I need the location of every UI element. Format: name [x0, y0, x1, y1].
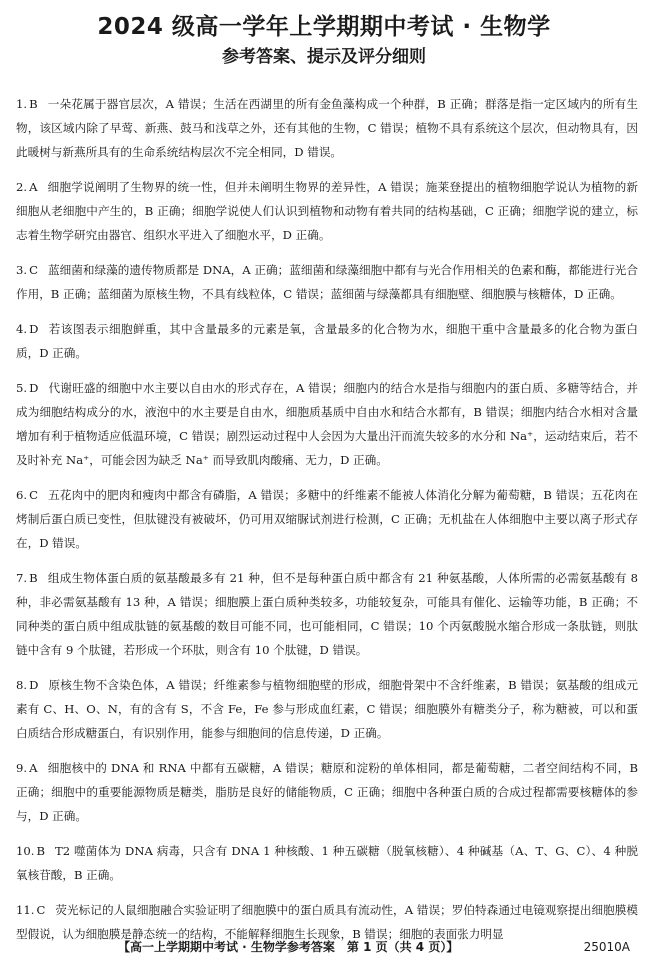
question-number: 1.	[16, 97, 28, 111]
question-number: 5.	[16, 381, 28, 395]
answer-explanation: 蓝细菌和绿藻的遗传物质都是 DNA，A 正确；蓝细菌和绿藻细胞中都有与光合作用相关的色素和酶，都能进行光合作用，B 正确；蓝细菌为原核生物，不具有线粒体，C 错误；蓝细菌与绿藻都具有细胞壁、细胞膜与核糖体，D 正确。	[16, 263, 638, 301]
answer-item	[16, 376, 638, 472]
answer-letter: B	[29, 571, 38, 585]
page-footer	[0, 936, 648, 958]
answer-item	[16, 566, 638, 662]
answer-explanation: 代谢旺盛的细胞中水主要以自由水的形式存在，A 错误；细胞内的结合水是指与细胞内的蛋白质、多糖等结合，并成为细胞结构成分的水，液泡中的水主要是自由水，细胞质基质中自由水和结合水都有，B 错误；细胞内结合水相对含量增加有利于植物适应低温环境，C 错误；剧烈运动过程中人会因为大量出汗而流失较多的水分和 Na⁺，运动结束后，若不及时补充 Na⁺，可能会因为缺乏 Na⁺ 而导致肌肉酸痛、无力，D 正确。	[16, 381, 638, 467]
question-number: 11.	[16, 903, 35, 917]
answer-letter: D	[29, 322, 39, 336]
page-title: 2024 级高一学年上学期期中考试 · 生物学	[97, 14, 551, 40]
question-number: 3.	[16, 263, 28, 277]
footer-exam-code: 25010A	[583, 940, 630, 954]
answer-letter: C	[29, 488, 38, 502]
answer-item	[16, 92, 638, 164]
footer-page-info: 【高一上学期期中考试 · 生物学参考答案 第 1 页（共 4 页）】	[118, 940, 459, 954]
answer-letter: C	[29, 263, 38, 277]
answer-item	[16, 317, 638, 365]
answer-item	[16, 175, 638, 247]
answer-item	[16, 483, 638, 555]
answer-explanation: T2 噬菌体为 DNA 病毒，只含有 DNA 1 种核酸、1 种五碳糖（脱氧核糖）、4 种碱基（A、T、G、C）、4 种脱氧核苷酸，B 正确。	[16, 844, 638, 882]
answer-item	[16, 756, 638, 828]
question-number: 10.	[16, 844, 35, 858]
answer-explanation: 细胞学说阐明了生物界的统一性，但并未阐明生物界的差异性，A 错误；施莱登提出的植物细胞学说认为植物的新细胞从老细胞中产生的，B 正确；细胞学说使人们认识到植物和动物有着共同的结构基础，C 正确；细胞学说的建立，标志着生物学研究由器官、组织水平进入了细胞水平，D 正确。	[16, 180, 638, 242]
answer-explanation: 原核生物不含染色体，A 错误；纤维素参与植物细胞壁的形成，细胞骨架中不含纤维素，B 错误；氨基酸的组成元素有 C、H、O、N，有的含有 S，不含 Fe，Fe 参与形成血红素，C 错误；细胞膜外有糖类分子，称为糖被，可以和蛋白质结合形成糖蛋白，有识别作用，能参与细胞间的信息传递，D 正确。	[16, 678, 638, 740]
question-number: 7.	[16, 571, 28, 585]
question-number: 4.	[16, 322, 28, 336]
question-number: 9.	[16, 761, 28, 775]
answer-explanation: 五花肉中的肥肉和瘦肉中都含有磷脂，A 错误；多糖中的纤维素不能被人体消化分解为葡萄糖，B 错误；五花肉在烤制后蛋白质已变性，但肽键没有被破坏，仍可用双缩脲试剂进行检测，C 正确；无机盐在人体细胞中主要以离子形式存在，D 错误。	[16, 488, 638, 550]
answer-letter: B	[36, 844, 45, 858]
answer-letter: A	[29, 180, 38, 194]
answer-item	[16, 839, 638, 887]
answer-explanation: 组成生物体蛋白质的氨基酸最多有 21 种，但不是每种蛋白质中都含有 21 种氨基酸，人体所需的必需氨基酸有 8 种，非必需氨基酸有 13 种，A 错误；细胞膜上蛋白质种类较多，功能较复杂，可能具有催化、运输等功能，B 正确；不同种类的蛋白质中组成肽链的氨基酸的数目可能不同，也可能相同，C 错误；10 个丙氨酸脱水缩合形成一条肽链，则肽链中含有 9 个肽键，若形成一个环肽，则含有 10 个肽键，D 错误。	[16, 571, 638, 657]
answer-item	[16, 673, 638, 745]
answer-letter: B	[29, 97, 38, 111]
answer-letter: D	[29, 381, 39, 395]
question-number: 8.	[16, 678, 28, 692]
page-subtitle: 参考答案、提示及评分细则	[222, 47, 426, 67]
answer-letter: A	[29, 761, 38, 775]
answer-list	[16, 92, 638, 941]
answer-letter: D	[29, 678, 39, 692]
answer-explanation: 若该图表示细胞鲜重，其中含量最多的元素是氧，含量最多的化合物为水，细胞干重中含量最多的化合物为蛋白质，D 正确。	[16, 322, 638, 360]
answer-explanation: 细胞核中的 DNA 和 RNA 中都有五碳糖，A 错误；糖原和淀粉的单体相同，都是葡萄糖，二者空间结构不同，B 正确；细胞中的重要能源物质是糖类，脂肪是良好的储能物质，C 正确；细胞中各种蛋白质的合成过程都需要核糖体的参与，D 正确。	[16, 761, 638, 823]
answer-explanation: 荧光标记的人鼠细胞融合实验证明了细胞膜中的蛋白质具有流动性，A 错误；罗伯特森通过电镜观察提出细胞膜模型假说，认为细胞膜是静态统一的结构，不能解释细胞生长现象，B 错误；细胞的表面张力明显	[16, 903, 638, 941]
question-number: 2.	[16, 180, 28, 194]
question-number: 6.	[16, 488, 28, 502]
answer-item	[16, 258, 638, 306]
answer-letter: C	[36, 903, 46, 917]
answer-explanation: 一朵花属于器官层次，A 错误；生活在西湖里的所有金鱼藻构成一个种群，B 正确；群落是指一定区域内的所有生物，该区域内除了早莺、新燕、鼓马和浅草之外，还有其他的生物，C 错误；植物不具有系统这个层次，但动物具有，因此暖树与新燕所具有的生命系统结构层次不完全相同，D 错误。	[16, 97, 638, 159]
